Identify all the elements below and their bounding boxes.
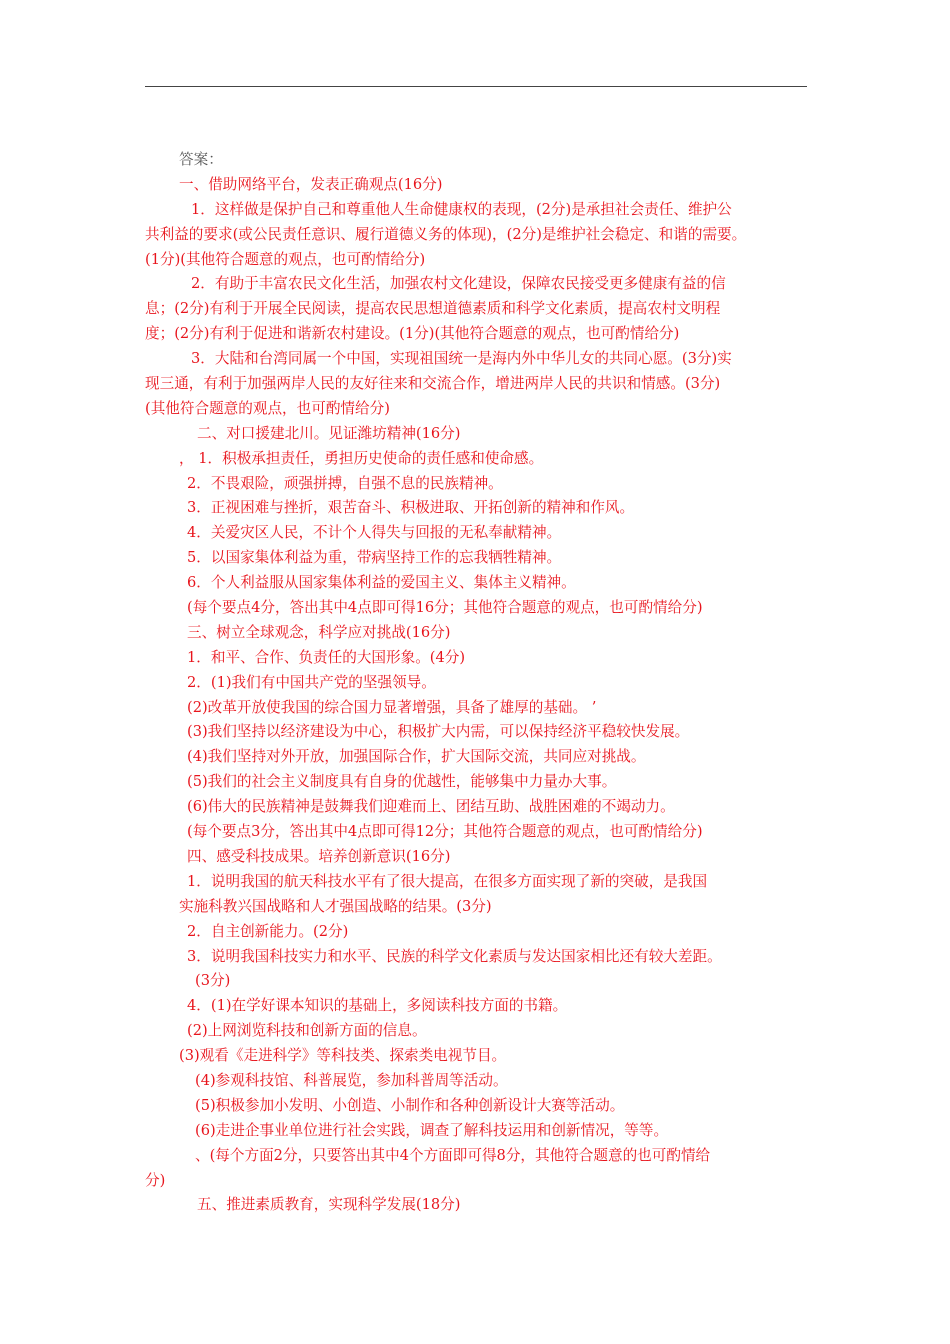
text-line: 一、借助网络平台，发表正确观点(16分) xyxy=(179,175,443,193)
text-line: 4．关爱灾区人民，不计个人得失与回报的无私奉献精神。 xyxy=(187,524,562,542)
text-line: 答案： xyxy=(179,151,223,168)
text-line: (3分) xyxy=(195,972,231,990)
text-line: 2．有助于丰富农民文化生活，加强农村文化建设，保障农民接受更多健康有益的信 xyxy=(191,275,726,293)
text-line: 2．自主创新能力。(2分) xyxy=(187,922,349,940)
text-line: 3．说明我国科技实力和水平、民族的科学文化素质与发达国家相比还有较大差距。 xyxy=(187,947,722,965)
text-line: (4)参观科技馆、科普展览，参加科普周等活动。 xyxy=(195,1071,508,1089)
text-line: ， 1．积极承担责任，勇担历史使命的责任感和使命感。 xyxy=(179,449,544,467)
text-line: (3)观看《走进科学》等科技类、探索类电视节目。 xyxy=(179,1047,507,1065)
text-line: 1．说明我国的航天科技水平有了很大提高，在很多方面实现了新的突破，是我国 xyxy=(187,872,708,890)
text-line: 共利益的要求(或公民责任意识、履行道德义务的体现)，(2分)是维护社会稳定、和谐的需要。 xyxy=(145,225,747,243)
document-body xyxy=(145,148,810,1218)
text-line: 1．和平、合作、负责任的大国形象。(4分) xyxy=(187,648,466,666)
text-line: (2)上网浏览科技和创新方面的信息。 xyxy=(187,1022,427,1040)
text-line: (1分)(其他符合题意的观点，也可酌情给分) xyxy=(145,250,426,268)
text-line: 实施科教兴国战略和人才强国战略的结果。(3分) xyxy=(179,897,492,915)
text-line: (其他符合题意的观点，也可酌情给分) xyxy=(145,399,390,417)
text-line: 3．大陆和台湾同属一个中国，实现祖国统一是海内外中华儿女的共同心愿。(3分)实 xyxy=(191,350,732,368)
text-line: 2．不畏艰险，顽强拼搏，自强不息的民族精神。 xyxy=(187,474,503,492)
text-line: 4．(1)在学好课本知识的基础上，多阅读科技方面的书籍。 xyxy=(187,997,568,1015)
text-line: (5)积极参加小发明、小创造、小制作和各种创新设计大赛等活动。 xyxy=(195,1096,625,1114)
text-line: 1．这样做是保护自己和尊重他人生命健康权的表现，(2分)是承担社会责任、维护公 xyxy=(191,200,732,218)
text-line: 6．个人利益服从国家集体利益的爱国主义、集体主义精神。 xyxy=(187,574,576,592)
text-line: 分) xyxy=(145,1171,166,1189)
text-line: 、(每个方面2分，只要答出其中4个方面即可得8分，其他符合题意的也可酌情给 xyxy=(195,1146,711,1164)
text-line: (4)我们坚持对外开放，加强国际合作，扩大国际交流，共同应对挑战。 xyxy=(187,748,646,766)
text-line: (2)改革开放使我国的综合国力显著增强，具备了雄厚的基础。 ’ xyxy=(187,698,597,716)
text-line: (3)我们坚持以经济建设为中心，积极扩大内需，可以保持经济平稳较快发展。 xyxy=(187,723,690,741)
text-line: (5)我们的社会主义制度具有自身的优越性，能够集中力量办大事。 xyxy=(187,773,617,791)
text-line: (每个要点3分，答出其中4点即可得12分；其他符合题意的观点，也可酌情给分) xyxy=(187,823,703,841)
text-line: 二、对口援建北川。见证潍坊精神(16分) xyxy=(197,424,461,442)
text-line: 现三通，有利于加强两岸人民的友好往来和交流合作，增进两岸人民的共识和情感。(3分) xyxy=(145,375,721,393)
text-line: 息；(2分)有利于开展全民阅读，提高农民思想道德素质和科学文化素质，提高农村文明程 xyxy=(145,300,721,318)
text-line: (每个要点4分，答出其中4点即可得16分；其他符合题意的观点，也可酌情给分) xyxy=(187,599,703,617)
text-line: 3．正视困难与挫折，艰苦奋斗、积极进取、开拓创新的精神和作风。 xyxy=(187,499,635,517)
text-line: 5．以国家集体利益为重，带病坚持工作的忘我牺牲精神。 xyxy=(187,549,562,567)
text-line: (6)伟大的民族精神是鼓舞我们迎难而上、团结互助、战胜困难的不竭动力。 xyxy=(187,798,675,816)
text-line: 2．(1)我们有中国共产党的坚强领导。 xyxy=(187,673,436,691)
text-line: 四、感受科技成果。培养创新意识(16分) xyxy=(187,847,451,865)
text-line: 五、推进素质教育，实现科学发展(18分) xyxy=(197,1196,461,1214)
text-line: 度；(2分)有利于促进和谐新农村建设。(1分)(其他符合题意的观点，也可酌情给分) xyxy=(145,325,680,343)
text-line: 三、树立全球观念，科学应对挑战(16分) xyxy=(187,623,451,641)
header-rule xyxy=(145,86,807,87)
text-line: (6)走进企事业单位进行社会实践，调查了解科技运用和创新情况，等等。 xyxy=(195,1121,669,1139)
